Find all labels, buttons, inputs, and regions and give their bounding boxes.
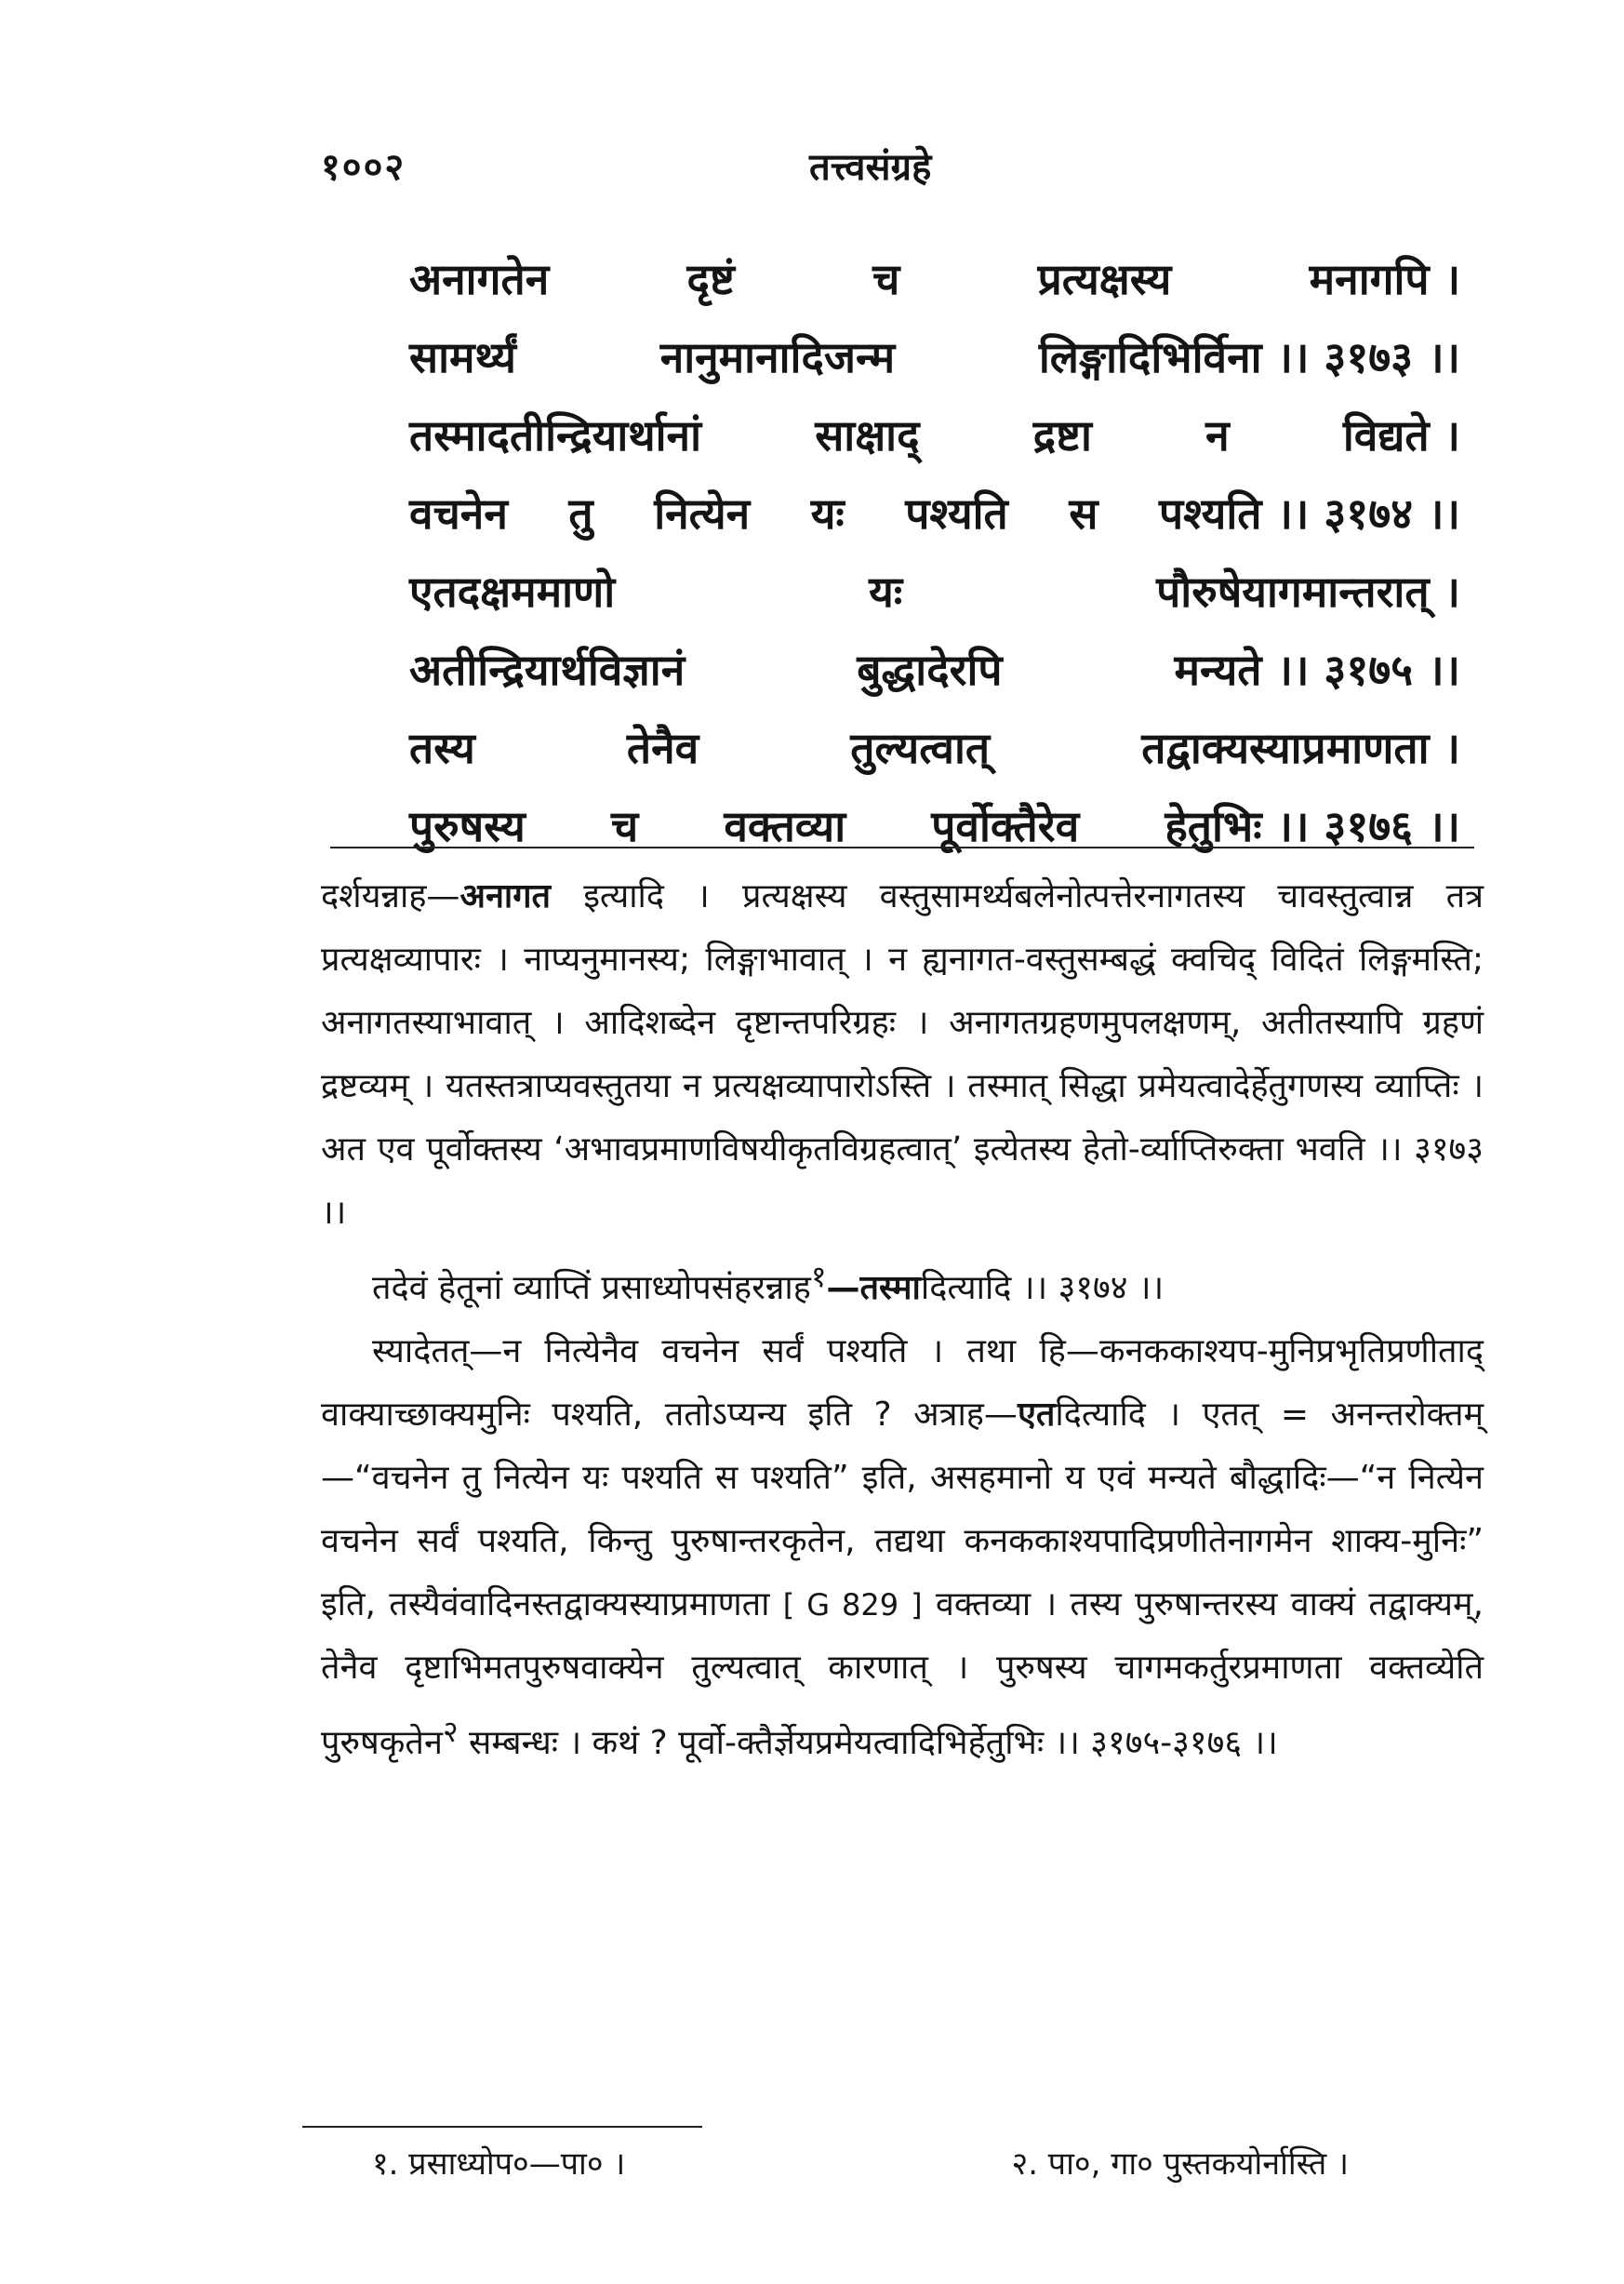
verse-line (409, 240, 1460, 318)
verse-word: लिङ्गादिभिर्विना ।। ३१७३ ।। (1038, 332, 1460, 382)
verse-word: तेनैव (626, 723, 699, 773)
footnotes (372, 2136, 1349, 2192)
verse-word: तद्वाक्यस्याप्रमाणता । (1141, 723, 1460, 773)
commentary-paragraph (321, 1245, 1484, 1320)
verse-word: विद्यते । (1342, 410, 1460, 461)
verse-word: अतीन्द्रियार्थविज्ञानं (409, 645, 686, 695)
verse-word: पूर्वोक्तैरेव (931, 801, 1080, 851)
verse-word: तस्मादतीन्द्रियार्थानां (409, 410, 701, 461)
verse-word: पुरुषस्य (409, 801, 526, 851)
commentary-text: दित्यादि ।। ३१७४ ।। (920, 1269, 1165, 1307)
commentary-text: स्यादेतत्—न नित्येनैव वचनेन सर्वं पश्यति । तथा हि—कनककाश्यप-मुनिप्रभृतिप्रणीताद् वाक्याच्छाक्यमुनिः पश्यति, ततोऽप्यन्य इति ? अत्राह— (321, 1332, 1484, 1434)
verse-word: दृष्टं (686, 254, 735, 304)
edition-page-reference: [ G 829 ] (782, 1587, 923, 1623)
verse-word: एतदक्षममाणो (409, 567, 616, 617)
verse-word: च (872, 254, 900, 304)
verse-word: बुद्धादेरपि (857, 645, 1003, 695)
verse-word: पश्यति ।। ३१७४ ।। (1158, 488, 1460, 539)
footnote-marker: २ (442, 1714, 459, 1749)
page-number: १००२ (321, 146, 406, 189)
verse-word: मनागपि । (1309, 254, 1460, 304)
verse-word: तुल्यत्वात् (850, 723, 991, 773)
verse-word: यः (810, 488, 845, 539)
commentary-text: इत्यादि । प्रत्यक्षस्य वस्तुसामर्थ्यबलेनोत्पत्तेरनागतस्य चावस्तुत्वान्न तत्र प्रत्यक्षव्यापारः । नाप्यनुमानस्य; लिङ्गाभावात् । न ह्यनागत-वस्तुसम्बद्धं क्वचिद् विदितं लिङ्गमस्ति; अनागतस्याभावात् । आदिशब्देन दृष्टान्तपरिग्रहः । अनागतग्रहणमुपलक्षणम्, अतीतस्यापि ग्रहणं द्रष्टव्यम् । यतस्तत्राप्यवस्तुतया न प्रत्यक्षव्यापारोऽस्ति । तस्मात् सिद्धा प्रमेयत्वादेर्हेतुगणस्य व्याप्तिः । अत एव पूर्वोक्तस्य ‘अभावप्रमाणविषयीकृतविग्रहत्वात्’ इत्येतस्य हेतो-र्व्याप्तिरुक्ता भवति ।। ३१७३ ।। (321, 877, 1484, 1232)
verse-word: साक्षाद् (815, 410, 920, 461)
pratika-lemma: अनागत (459, 877, 552, 915)
footnote-marker: १ (810, 1259, 827, 1294)
commentary-text: तदेवं हेतूनां व्याप्तिं प्रसाध्योपसंहरन्नाह (372, 1269, 811, 1307)
verse-word: हेतुभिः ।। ३१७६ ।। (1165, 801, 1460, 851)
verse-line (409, 474, 1460, 553)
verse-word: तु (568, 488, 593, 539)
verse-word: अनागतेन (409, 254, 550, 304)
verse-word: द्रष्टा (1032, 410, 1092, 461)
commentary-text: दित्यादि । एतत् = अनन्तरोक्तम्—“वचनेन तु नित्येन यः पश्यति स पश्यति” इति, असहमानो य एवं मन्यते बौद्धादिः—“न नित्येन वचनेन सर्वं पश्यति, किन्तु पुरुषान्तरकृतेन, तद्यथा कनककाश्यपादिप्रणीतेनागमेन शाक्य-मुनिः” इति, तस्यैवंवादिनस्तद्वाक्यस्याप्रमाणता (321, 1396, 1484, 1623)
verse-line (409, 396, 1460, 474)
commentary-text: सम्बन्धः । कथं ? पूर्वो-क्तैर्ज्ञेयप्रमेयत्वादिभिर्हेतुभिः ।। ३१७५-३१७६ ।। (458, 1724, 1278, 1762)
verse-line (409, 318, 1460, 396)
verse-word: सामर्थ्यं (409, 332, 516, 382)
footnote-divider (302, 2126, 702, 2128)
verse-word: नानुमानादिजन्म (659, 332, 896, 382)
commentary-text: वक्तव्या । तस्य पुरुषान्तरस्य वाक्यं तद्वाक्यम्, तेनैव दृष्टाभिमतपुरुषवाक्येन तुल्यत्वात् कारणात् । पुरुषस्य चागमकर्तुरप्रमाणता वक्तव्येति पुरुषकृतेन (321, 1585, 1484, 1762)
verse-word: वचनेन (409, 488, 508, 539)
running-title: तत्त्वसंग्रहे (809, 146, 932, 189)
commentary (321, 865, 1484, 1775)
verse-word: तस्य (409, 723, 475, 773)
verse-line (409, 709, 1460, 787)
verse-word: न (1205, 410, 1230, 461)
verse-word: प्रत्यक्षस्य (1037, 254, 1172, 304)
verse-word: पौरुषेयागमान्तरात् । (1156, 567, 1460, 617)
verse-word: यः (869, 567, 903, 617)
pratika-lemma: एत (1017, 1396, 1056, 1434)
commentary-text: दर्शयन्नाह— (321, 877, 460, 915)
pratika-lemma: —तस्मा (826, 1269, 921, 1307)
verse-word: च (610, 801, 639, 851)
verse-word: मन्यते ।। ३१७५ ।। (1174, 645, 1460, 695)
footnote: १. प्रसाध्योप०—पा० । (372, 2145, 626, 2183)
verse-word: पश्यति (905, 488, 1008, 539)
verse-word: स (1069, 488, 1098, 539)
verse-line (409, 631, 1460, 709)
verse-commentary-divider (330, 847, 1474, 848)
commentary-paragraph (321, 865, 1484, 1245)
verse-word: वक्तव्या (724, 801, 846, 851)
footnote: २. पा०, गा० पुस्तकयोर्नास्ति । (1011, 2145, 1349, 2183)
commentary-paragraph (321, 1320, 1484, 1775)
verse-line (409, 787, 1460, 865)
verse-word: नित्येन (654, 488, 751, 539)
verse-line (409, 553, 1460, 631)
verse-block (409, 240, 1460, 865)
